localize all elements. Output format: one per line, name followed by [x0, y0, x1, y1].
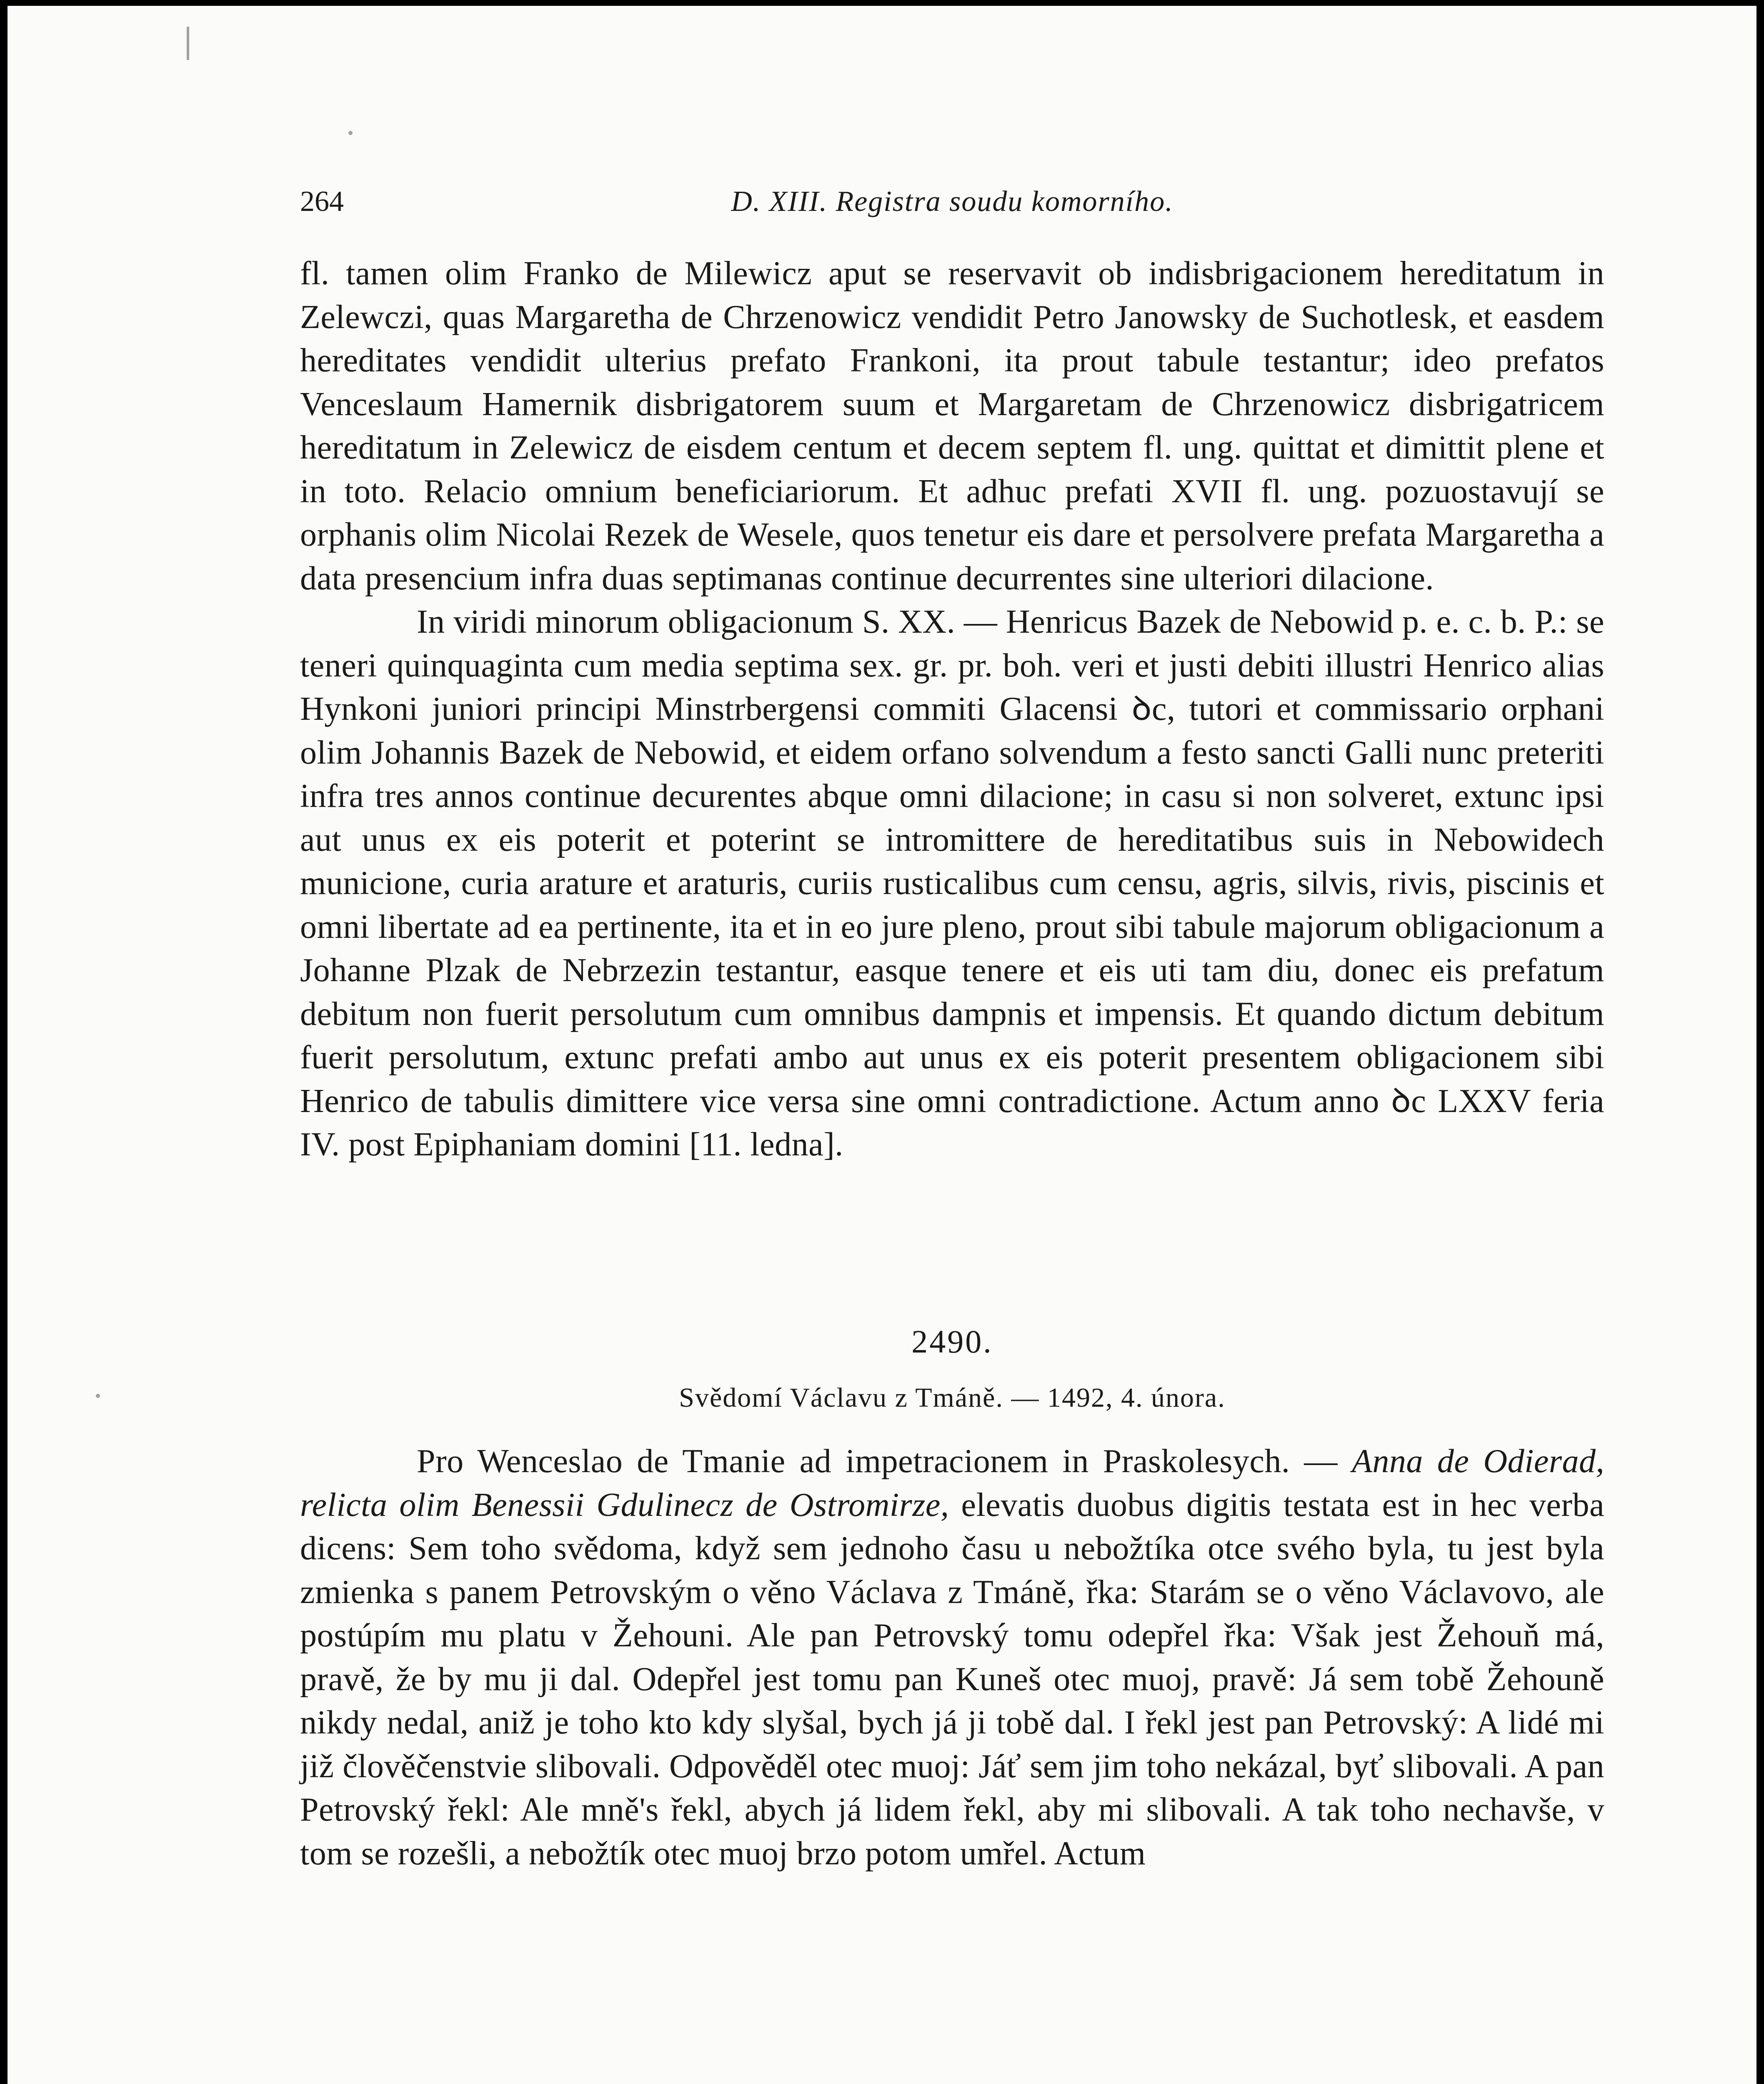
main-text [300, 252, 1604, 1167]
running-head: D. XIII. Registra soudu komorního. [731, 185, 1173, 218]
entry-text [300, 1440, 1604, 1875]
entry-testimony: elevatis duobus digitis testata est in hec verba dicens: Sem toho svědoma, když sem jednoho času u nebožtíka otce svého byla, tu jest byla zmienka s panem Petrovským o věno Václava z Tmáně, řka: Starám se o věno Václavovo, ale postúpím mu platu v Žehouni. Ale pan Petrovský tomu odepřel řka: Však jest Žehouň má, pravě, že by mu ji dal. Odepřel jest tomu pan Kuneš otec muoj, pravě: Já sem tobě Žehouně nikdy nedal, aniž je toho kto kdy slyšal, bych já ji tobě dal. I řekl jest pan Petrovský: A lidé mi již člověčenstvie slibovali. Odpověděl otec muoj: Jáť sem jim toho nekázal, byť slibovali. A pan Petrovský řekl: Ale mně's řekl, abych já lidem řekl, aby mi slibovali. A tak toho nechavše, v tom se rozešli, a nebožtík otec muoj brzo potom umřel. Actum [300, 1486, 1605, 1872]
entry-paragraph [300, 1440, 1604, 1875]
page-header [300, 179, 1604, 225]
page-number: 264 [300, 185, 344, 218]
entry-intro: Pro Wenceslao de Tmanie ad impetracionem in Praskolesych. — [417, 1443, 1352, 1480]
paragraph-continuation: fl. tamen olim Franko de Milewicz aput se reservavit ob indisbrigacionem hereditatum in Zelewczi, quas Margaretha de Chrzenowicz vendidit Petro Janowsky de Suchotlesk, et easdem hereditates vendidit ulterius prefato Frankoni, ita prout tabule testantur; ideo prefatos Venceslaum Hamernik disbrigatorem suum et Margaretam de Chrzenowicz disbrigatricem hereditatum in Zelewicz de eisdem centum et decem septem fl. ung. quittat et dimittit plene et in toto. Relacio omnium beneficiariorum. Et adhuc prefati XVII fl. ung. pozuostavují se orphanis olim Nicolai Rezek de Wesele, quos tenetur eis dare et persolvere prefata Margaretha a data presencium infra duas septimanas continue decurrentes sine ulteriori dilacione. [300, 255, 1604, 597]
document-page [8, 6, 1756, 2084]
scan-speck [348, 131, 353, 135]
entry-subtitle: Svědomí Václavu z Tmáně. — 1492, 4. února. [679, 1383, 1226, 1413]
paragraph-obligation: In viridi minorum obligacionum S. XX. — Henricus Bazek de Nebowid p. e. c. b. P.: se teneri quinquaginta cum media septima sex. gr. pr. boh. veri et justi debiti illustri Henrico alias Hynkoni juniori principi Minstrbergensi commiti Glacensi ꝺc, tutori et commissario orphani olim Johannis Bazek de Nebowid, et eidem orfano solvendum a festo sancti Galli nunc preteriti infra tres annos continue decurentes abque omni dilacione; in casu si non solveret, extunc ipsi aut unus ex eis poterit et poterint se intromittere de hereditatibus suis in Nebowidech municione, curia arature et araturis, curiis rusticalibus cum censu, agris, silvis, rivis, piscinis et omni libertate ad ea pertinente, ita et in eo jure pleno, prout sibi tabule majorum obligacionum a Johanne Plzak de Nebrzezin testantur, easque tenere et eis uti tam diu, donec eis prefatum debitum non fuerit persolutum cum omnibus dampnis et impensis. Et quando dictum debitum fuerit persolutum, extunc prefati ambo aut unus ex eis poterit presentem obligacionem sibi Henrico de tabulis dimittere vice versa sine omni contradictione. Actum anno ꝺc LXXV feria IV. post Epiphaniam domini [11. ledna]. [300, 604, 1604, 1163]
scan-speck [96, 1394, 100, 1398]
entry-number: 2490. [911, 1323, 993, 1360]
entry-italic-name: Anna de Odierad, relicta olim Benessii Gdulinecz de Ostromirze, [300, 1443, 1605, 1523]
scan-artifact [187, 27, 202, 60]
